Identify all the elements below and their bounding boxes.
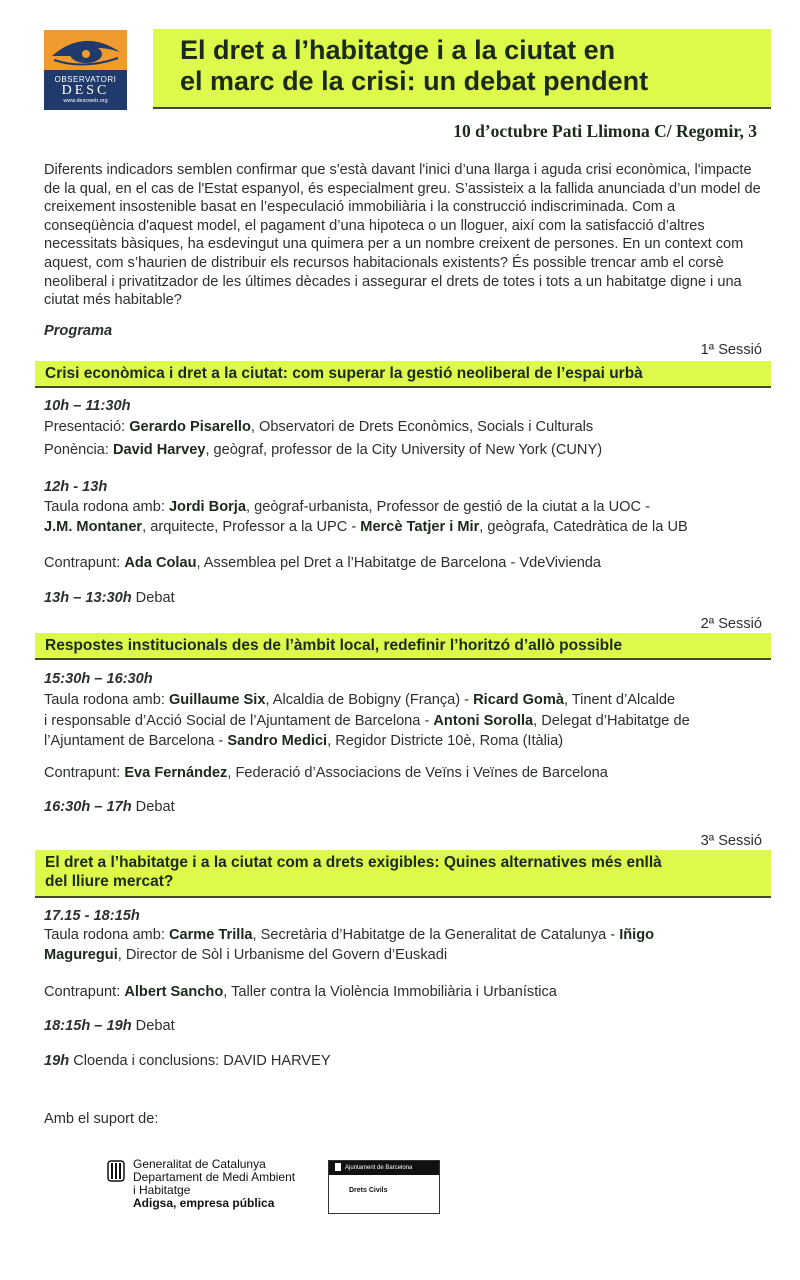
gen-line1: Generalitat de Catalunya bbox=[133, 1157, 266, 1171]
session1-label: 1ª Sessió bbox=[700, 342, 762, 358]
shield-icon bbox=[335, 1163, 341, 1171]
ajuntament-name: Ajuntament de Barcelona bbox=[345, 1165, 413, 1171]
s1-debat: 13h – 13:30h Debat bbox=[44, 590, 175, 606]
s2-taula-line1: Taula rodona amb: Guillaume Six, Alcaldia de Bobigny (França) - Ricard Gomà, Tinent d’Alcalde bbox=[44, 692, 676, 708]
eye-icon bbox=[44, 30, 127, 70]
s3-cloenda: 19h Cloenda i conclusions: DAVID HARVEY bbox=[44, 1053, 331, 1069]
ajuntament-barcelona-logo bbox=[328, 1160, 440, 1214]
gen-line3: i Habitatge bbox=[133, 1183, 191, 1197]
s2-contrapunt: Contrapunt: Eva Fernández, Federació d’Associacions de Veïns i Veïnes de Barcelona bbox=[44, 765, 608, 781]
senyera-icon bbox=[107, 1160, 125, 1182]
session3-label: 3ª Sessió bbox=[700, 833, 762, 849]
session3-title-bar bbox=[35, 850, 771, 898]
observatori-desc-logo bbox=[44, 30, 127, 110]
programa-heading: Programa bbox=[44, 323, 113, 339]
s1-ponencia: Ponència: David Harvey, geògraf, professor de la City University of New York (CUNY) bbox=[44, 442, 603, 458]
logo-url: www.descweb.org bbox=[63, 98, 108, 104]
s3-taula-line1: Taula rodona amb: Carme Trilla, Secretària d’Habitatge de la Generalitat de Catalunya - Iñigo bbox=[44, 927, 655, 943]
title-line2: el marc de la crisi: un debat pendent bbox=[180, 66, 649, 96]
logo-line2: DESC bbox=[61, 83, 110, 98]
intro-paragraph: Diferents indicadors semblen confirmar que s'està davant l'inici d’una llarga i aguda crisi econòmica, l'impacte de la qual, en el cas de l'Estat espanyol, és especialment greu. S’assisteix a la fallida anunciada d’un model de creixement insostenible basat en l’especulació immobiliària i la construcció indiscriminada. Com a conseqüència d'aquest model, el pagament d’una hipoteca o un lloguer, així com la satisfacció d’altres necessitats bàsiques, ha esdevingut una quimera per a un nombre creixent de persones. En un context com aquest, com s’haurien de distribuir els recursos habitacionals existents? És possible trencar amb el corsè neoliberal i privatitzador de les últimes dècades i assegurar el drets de totes i tots a un habitatge digne i una ciutat més habitable? bbox=[44, 162, 761, 309]
gen-line2: Departament de Medi Ambient bbox=[133, 1170, 296, 1184]
drets-civils-label: Drets Civils bbox=[349, 1187, 388, 1194]
s2-taula-line3: l’Ajuntament de Barcelona - Sandro Medici, Regidor Districte 10è, Roma (Itàlia) bbox=[44, 733, 564, 749]
s1-taula-line1: Taula rodona amb: Jordi Borja, geògraf-urbanista, Professor de gestió de la ciutat a la UOC - bbox=[44, 499, 650, 515]
title-box bbox=[153, 29, 771, 109]
s1-contrapunt: Contrapunt: Ada Colau, Assemblea pel Dret a l’Habitatge de Barcelona - VdeVivienda bbox=[44, 555, 602, 571]
s1-presentacio: Presentació: Gerardo Pisarello, Observatori de Drets Econòmics, Socials i Culturals bbox=[44, 419, 594, 435]
s2-debat: 16:30h – 17h Debat bbox=[44, 799, 175, 815]
session2-label: 2ª Sessió bbox=[700, 616, 762, 632]
logo-line1: OBSERVATORI bbox=[54, 75, 117, 84]
s1-taula-line2: J.M. Montaner, arquitecte, Professor a la UPC - Mercè Tatjer i Mir, geògrafa, Catedràtica de la UB bbox=[44, 519, 688, 535]
s1-time2: 12h - 13h bbox=[44, 479, 108, 495]
title-line1: El dret a l’habitatge i a la ciutat en bbox=[180, 35, 616, 65]
s1-time1: 10h – 11:30h bbox=[44, 398, 131, 414]
s2-taula-line2: i responsable d’Acció Social de l’Ajuntament de Barcelona - Antoni Sorolla, Delegat d’Habitatge de bbox=[44, 713, 690, 729]
support-label: Amb el suport de: bbox=[44, 1111, 159, 1127]
session1-title: Crisi econòmica i dret a la ciutat: com superar la gestió neoliberal de l’espai urbà bbox=[45, 365, 643, 382]
ajuntament-header bbox=[329, 1161, 439, 1175]
session2-title: Respostes institucionals des de l’àmbit local, redefinir l’horitzó d’allò possible bbox=[45, 637, 623, 654]
s3-debat: 18:15h – 19h Debat bbox=[44, 1018, 175, 1034]
event-date-location: 10 d’octubre Pati Llimona C/ Regomir, 3 bbox=[453, 121, 757, 141]
session3-title: El dret a l’habitatge i a la ciutat com a drets exigibles: Quines alternatives més enllà del lliure mercat? bbox=[45, 854, 662, 890]
s3-time1: 17.15 - 18:15h bbox=[44, 908, 140, 924]
session1-title-bar bbox=[35, 361, 771, 388]
gen-line4: Adigsa, empresa pública bbox=[133, 1196, 275, 1210]
session2-title-bar bbox=[35, 633, 771, 660]
s3-taula-line2: Maguregui, Director de Sòl i Urbanisme del Govern d’Euskadi bbox=[44, 947, 448, 963]
s3-contrapunt: Contrapunt: Albert Sancho, Taller contra la Violència Immobiliària i Urbanística bbox=[44, 984, 557, 1000]
page-title bbox=[180, 35, 648, 97]
generalitat-logo bbox=[107, 1158, 307, 1218]
s2-time1: 15:30h – 16:30h bbox=[44, 671, 153, 687]
